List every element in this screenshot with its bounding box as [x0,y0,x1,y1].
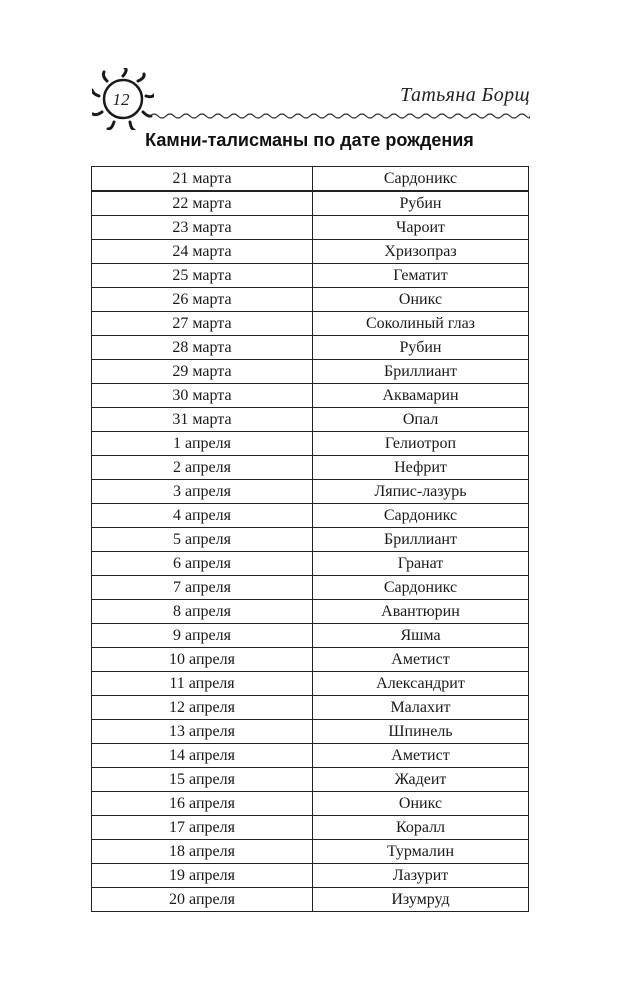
talisman-stone-cell: Хризопраз [313,240,529,264]
table-row [92,288,529,312]
page-number: 12 [112,90,130,109]
author-name: Татьяна Борщ [400,84,530,106]
talisman-stone-cell: Гранат [313,552,529,576]
birth-date-cell: 30 марта [92,384,313,408]
table-row [92,528,529,552]
birth-date-cell: 18 апреля [92,840,313,864]
table-row [92,624,529,648]
birthstone-table-body [92,167,529,912]
talisman-stone-cell: Аквамарин [313,384,529,408]
birth-date-cell: 13 апреля [92,720,313,744]
talisman-stone-cell: Малахит [313,696,529,720]
table-row [92,504,529,528]
birth-date-cell: 26 марта [92,288,313,312]
birth-date-cell: 5 апреля [92,528,313,552]
table-row [92,552,529,576]
page-header [0,60,619,130]
talisman-stone-cell: Бриллиант [313,528,529,552]
talisman-stone-cell: Оникс [313,792,529,816]
talisman-stone-cell: Ляпис-лазурь [313,480,529,504]
birth-date-cell: 16 апреля [92,792,313,816]
birth-date-cell: 27 марта [92,312,313,336]
talisman-stone-cell: Изумруд [313,888,529,912]
birth-date-cell: 24 марта [92,240,313,264]
table-row [92,191,529,216]
table-row [92,408,529,432]
birth-date-cell: 28 марта [92,336,313,360]
birth-date-cell: 14 апреля [92,744,313,768]
talisman-stone-cell: Опал [313,408,529,432]
talisman-stone-cell: Бриллиант [313,360,529,384]
table-row [92,264,529,288]
talisman-stone-cell: Александрит [313,672,529,696]
talisman-stone-cell: Рубин [313,336,529,360]
table-row [92,336,529,360]
birth-date-cell: 1 апреля [92,432,313,456]
birth-date-cell: 22 марта [92,191,313,216]
talisman-stone-cell: Коралл [313,816,529,840]
birthstone-table [91,166,529,912]
birth-date-cell: 31 марта [92,408,313,432]
table-row [92,600,529,624]
talisman-stone-cell: Гелиотроп [313,432,529,456]
birth-date-cell: 8 апреля [92,600,313,624]
birth-date-cell: 3 апреля [92,480,313,504]
birth-date-cell: 15 апреля [92,768,313,792]
table-row [92,216,529,240]
table-row [92,840,529,864]
table-row [92,648,529,672]
table-row [92,672,529,696]
talisman-stone-cell: Сардоникс [313,167,529,192]
birth-date-cell: 29 марта [92,360,313,384]
talisman-stone-cell: Рубин [313,191,529,216]
talisman-stone-cell: Оникс [313,288,529,312]
talisman-stone-cell: Жадеит [313,768,529,792]
table-row [92,792,529,816]
table-row [92,744,529,768]
birth-date-cell: 23 марта [92,216,313,240]
table-row [92,167,529,192]
talisman-stone-cell: Сардоникс [313,576,529,600]
talisman-stone-cell: Шпинель [313,720,529,744]
birth-date-cell: 9 апреля [92,624,313,648]
talisman-stone-cell: Турмалин [313,840,529,864]
birth-date-cell: 2 апреля [92,456,313,480]
talisman-stone-cell: Аметист [313,648,529,672]
table-row [92,312,529,336]
birth-date-cell: 19 апреля [92,864,313,888]
decorative-wavy-line [150,112,530,120]
table-row [92,384,529,408]
birth-date-cell: 21 марта [92,167,313,192]
table-row [92,456,529,480]
talisman-stone-cell: Соколиный глаз [313,312,529,336]
birth-date-cell: 25 марта [92,264,313,288]
table-row [92,720,529,744]
table-row [92,888,529,912]
talisman-stone-cell: Авантюрин [313,600,529,624]
table-row [92,816,529,840]
table-row [92,576,529,600]
table-row [92,432,529,456]
table-row [92,864,529,888]
table-row [92,480,529,504]
page-title: Камни-талисманы по дате рождения [145,130,474,150]
birth-date-cell: 4 апреля [92,504,313,528]
talisman-stone-cell: Чароит [313,216,529,240]
talisman-stone-cell: Аметист [313,744,529,768]
birth-date-cell: 17 апреля [92,816,313,840]
birth-date-cell: 12 апреля [92,696,313,720]
talisman-stone-cell: Гематит [313,264,529,288]
talisman-stone-cell: Нефрит [313,456,529,480]
birth-date-cell: 6 апреля [92,552,313,576]
birth-date-cell: 10 апреля [92,648,313,672]
talisman-stone-cell: Лазурит [313,864,529,888]
table-row [92,240,529,264]
talisman-stone-cell: Сардоникс [313,504,529,528]
birth-date-cell: 11 апреля [92,672,313,696]
table-row [92,696,529,720]
birth-date-cell: 7 апреля [92,576,313,600]
table-row [92,360,529,384]
birth-date-cell: 20 апреля [92,888,313,912]
talisman-stone-cell: Яшма [313,624,529,648]
table-row [92,768,529,792]
